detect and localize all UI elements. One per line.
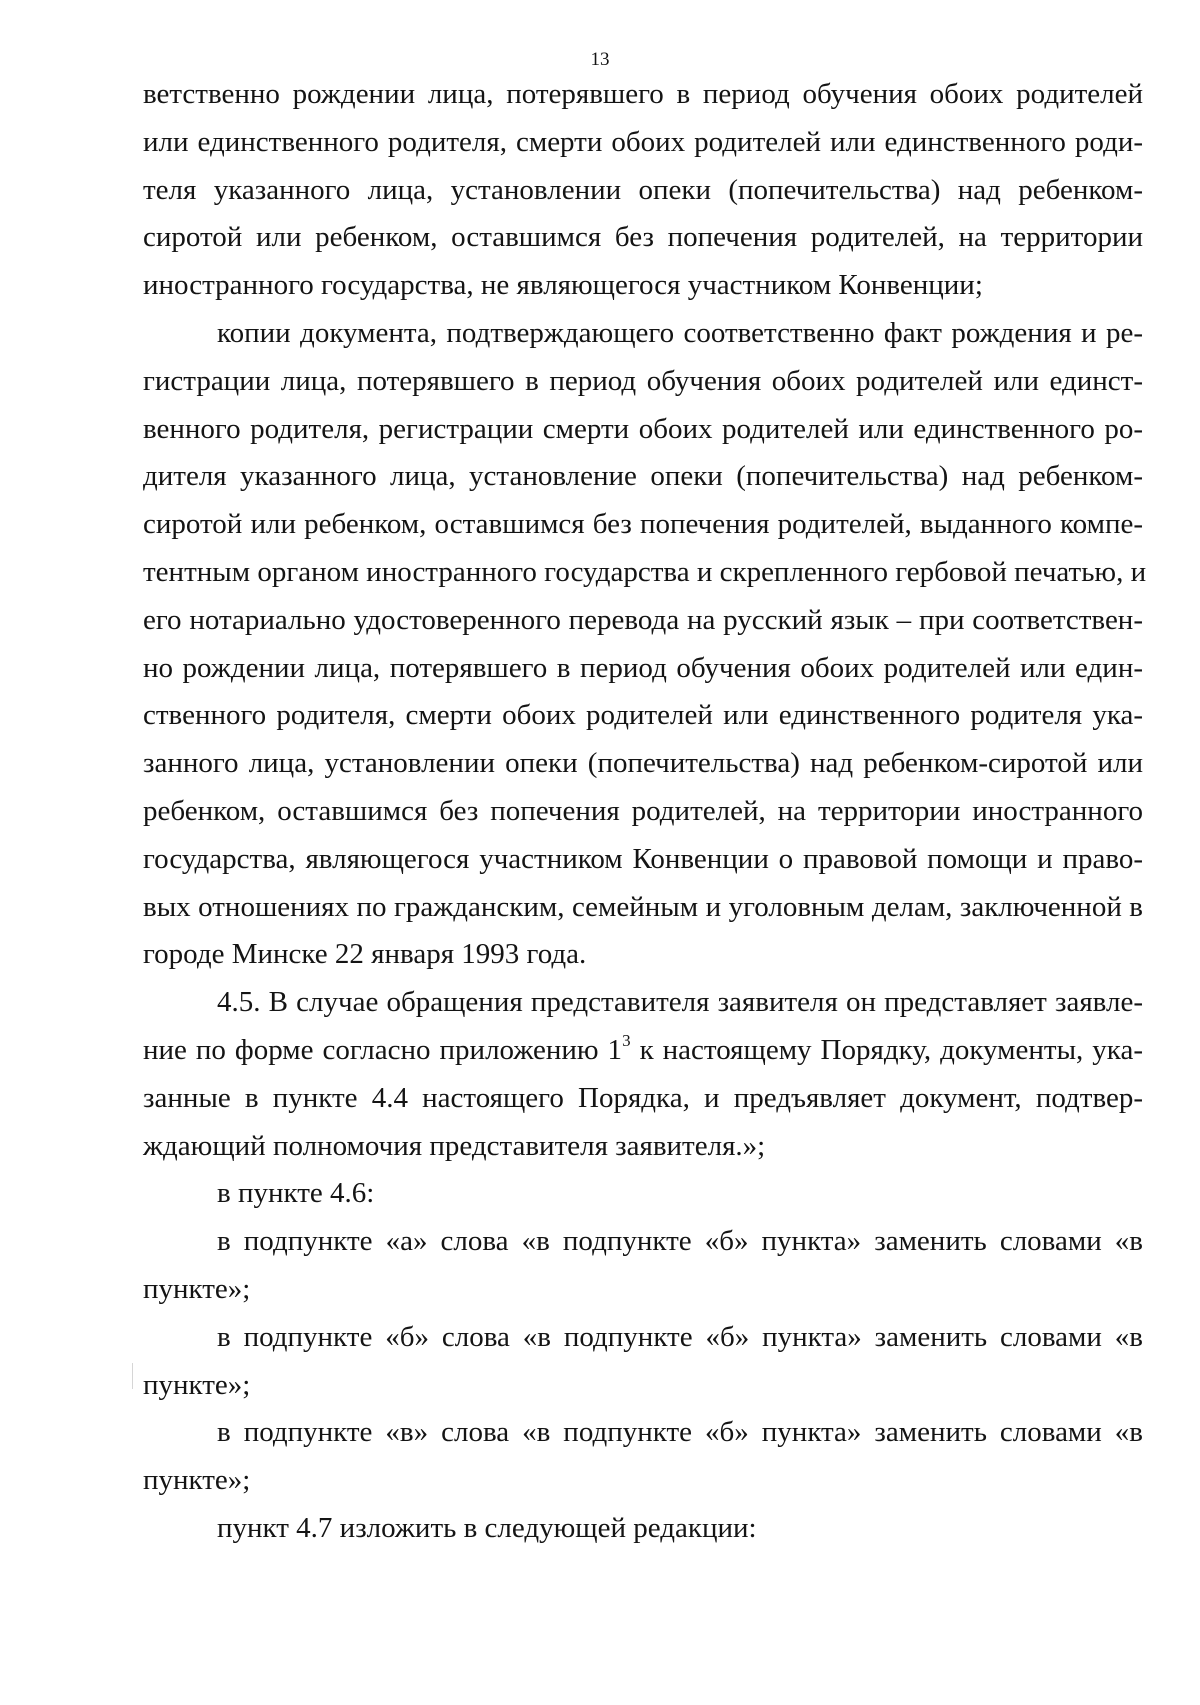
text-line: теля указанного лица, установлении опеки (попечительства) над ребенком- [143, 173, 1143, 206]
text-line: иностранного государства, не являющегося участником Конвенции; [143, 269, 983, 302]
text-line: но рождении лица, потерявшего в период обучения обоих родителей или един- [143, 651, 1143, 684]
text-line: государства, являющегося участником Конвенции о правовой помощи и право- [143, 842, 1143, 875]
text-line: пункте»; [143, 1464, 251, 1497]
text-line: сиротой или ребенком, оставшимся без попечения родителей, на территории [143, 221, 1143, 254]
text-line: ждающий полномочия представителя заявителя.»; [143, 1129, 766, 1162]
text-line: пункте»; [143, 1368, 251, 1401]
text-line: венного родителя, регистрации смерти обоих родителей или единственного ро- [143, 412, 1143, 445]
text-line: занного лица, установлении опеки (попечительства) над ребенком-сиротой или [143, 747, 1143, 780]
text-line: в подпункте «б» слова «в подпункте «б» пункта» заменить словами «в [217, 1320, 1143, 1353]
text-line: тентным органом иностранного государства и скрепленного гербовой печатью, и [143, 555, 1147, 588]
scan-artifact-line [132, 1363, 133, 1389]
text-line: пункт 4.7 изложить в следующей редакции: [217, 1511, 757, 1544]
text-line: вых отношениях по гражданским, семейным и уголовным делам, заключенной в [143, 890, 1143, 923]
text-line: в подпункте «в» слова «в подпункте «б» пункта» заменить словами «в [217, 1416, 1143, 1449]
text-line: пункте»; [143, 1272, 251, 1305]
page-number: 13 [590, 49, 610, 70]
text-line: гистрации лица, потерявшего в период обучения обоих родителей или единст- [143, 364, 1143, 397]
text-line: ребенком, оставшимся без попечения родителей, на территории иностранного [143, 794, 1143, 827]
text-fragment: к настоящему Порядку, документы, ука- [630, 1033, 1143, 1066]
document-body [143, 71, 1147, 1553]
text-line: ственного родителя, смерти обоих родителей или единственного родителя ука- [143, 699, 1143, 732]
text-line: занные в пункте 4.4 настоящего Порядка, и предъявляет документ, подтвер- [143, 1081, 1143, 1114]
text-line [143, 1027, 1143, 1075]
text-line: в пункте 4.6: [217, 1177, 375, 1210]
text-fragment: ние по форме согласно приложению 1 [143, 1033, 623, 1066]
text-line: ветственно рождении лица, потерявшего в период обучения обоих родителей [143, 78, 1143, 110]
text-line: дителя указанного лица, установление опеки (попечительства) над ребенком- [143, 460, 1143, 493]
text-line: его нотариально удостоверенного перевода на русский язык – при соответствен- [143, 603, 1143, 636]
text-line: в подпункте «а» слова «в подпункте «б» пункта» заменить словами «в [217, 1225, 1143, 1258]
superscript: 3 [622, 1031, 631, 1051]
text-line: или единственного родителя, смерти обоих родителей или единственного роди- [143, 125, 1143, 158]
text-line: 4.5. В случае обращения представителя заявителя он представляет заявле- [217, 986, 1143, 1019]
text-line: копии документа, подтверждающего соответственно факт рождения и ре- [217, 316, 1143, 349]
text-line: сиротой или ребенком, оставшимся без попечения родителей, выданного компе- [143, 508, 1143, 541]
text-line: городе Минске 22 января 1993 года. [143, 938, 587, 971]
